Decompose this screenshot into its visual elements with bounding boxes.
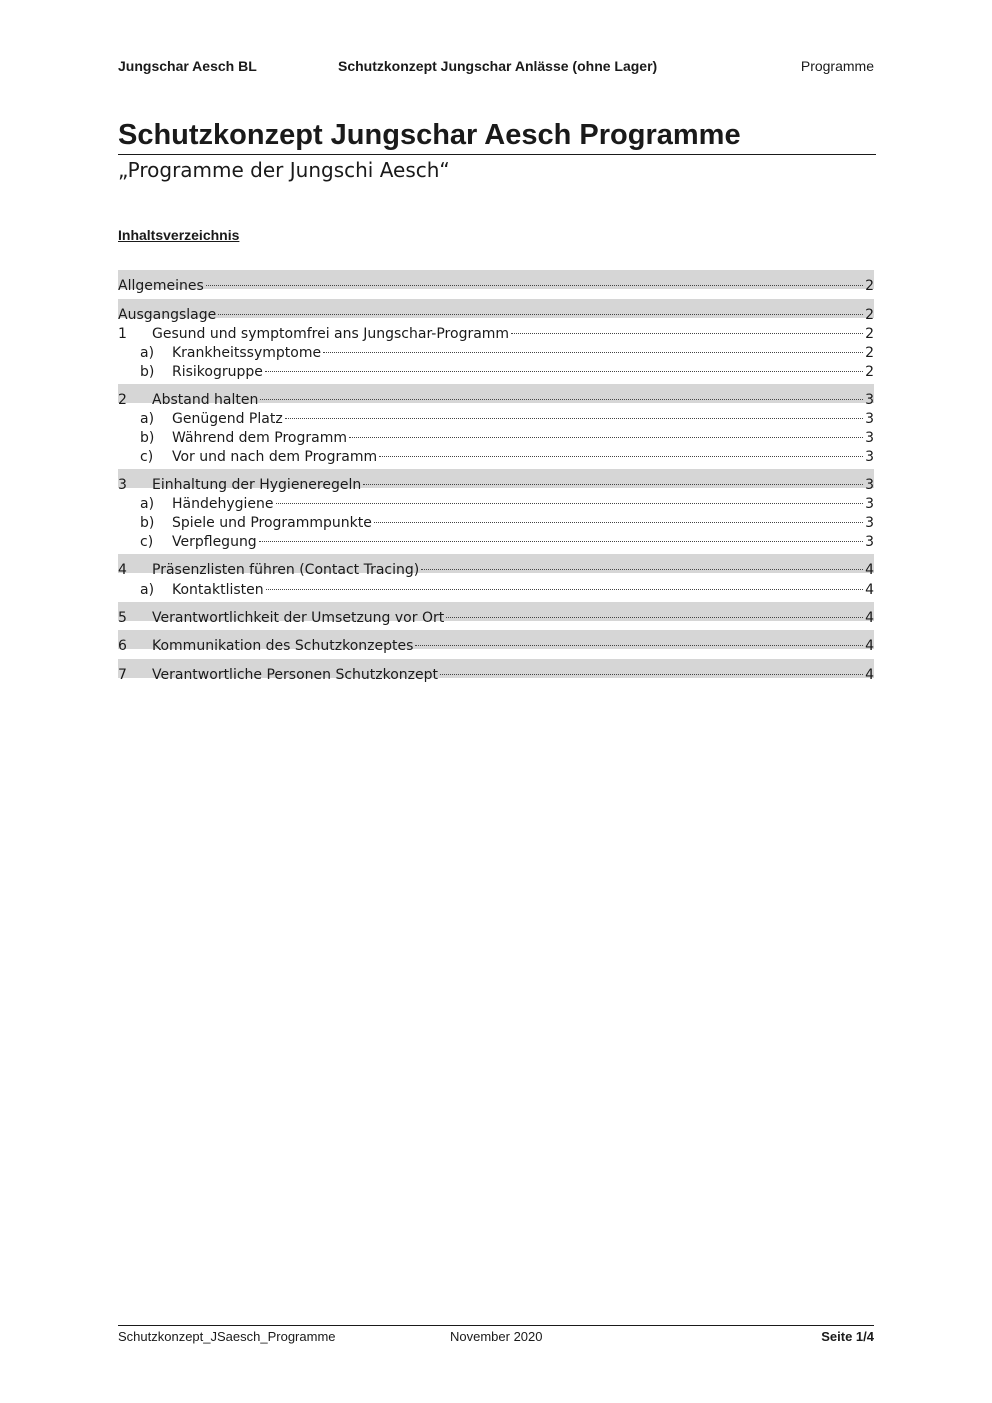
toc-entry-label: Risikogruppe	[172, 364, 263, 380]
toc-entry-label: Allgemeines	[118, 278, 204, 294]
toc-entry-number: a)	[140, 411, 155, 427]
toc-entry-label: Kommunikation des Schutzkonzeptes	[152, 638, 414, 654]
toc-entry-label: Krankheitssymptome	[172, 345, 322, 361]
toc-entry-page: 4	[865, 610, 874, 626]
toc-entry-label: Vor und nach dem Programm	[172, 449, 378, 465]
toc-subentry[interactable]	[118, 526, 874, 550]
header-org-name: Jungschar Aesch BL	[118, 58, 257, 74]
header-section: Programme	[800, 58, 874, 74]
toc-entry-page: 4	[865, 667, 874, 683]
toc-entry-label: Händehygiene	[172, 496, 274, 512]
toc-entry-number: b)	[140, 430, 155, 446]
toc-entry-page: 4	[865, 638, 874, 654]
toc-leader-dots	[265, 352, 863, 372]
toc-entry-page: 2	[865, 364, 874, 380]
toc-entry-number: c)	[140, 534, 154, 550]
toc-entry-number: 4	[118, 562, 127, 578]
toc-leader-dots	[511, 314, 863, 334]
toc-leader-dots	[421, 550, 863, 570]
toc-entry-number: c)	[140, 449, 154, 465]
toc-entry-number: 5	[118, 610, 127, 626]
toc-leader-dots	[379, 437, 863, 457]
toc-entry-page: 2	[865, 345, 874, 361]
toc-entry[interactable]	[118, 630, 874, 654]
toc-entry-page: 3	[865, 515, 874, 531]
toc-subentry[interactable]	[118, 356, 874, 380]
toc-entry-label: Gesund und symptomfrei ans Jungschar-Programm	[152, 326, 510, 342]
page-header	[118, 58, 874, 78]
toc-leader-dots	[415, 626, 863, 646]
toc-entry-number: 1	[118, 326, 127, 342]
header-document-title: Schutzkonzept Jungschar Anlässe (ohne Lager)	[338, 58, 658, 74]
toc-entry-page: 3	[865, 496, 874, 512]
toc-entry-page: 2	[865, 278, 874, 294]
toc-entry-label: Spiele und Programmpunkte	[172, 515, 372, 531]
toc-subentry[interactable]	[118, 574, 874, 598]
footer-page-number: Seite 1/4	[821, 1329, 874, 1344]
toc-entry-page: 3	[865, 392, 874, 408]
toc-entry-label: Verpflegung	[172, 534, 257, 550]
toc-entry-number: 6	[118, 638, 127, 654]
toc-entry[interactable]	[118, 270, 874, 294]
toc-leader-dots	[266, 570, 863, 590]
toc-entry-label: Verantwortlichkeit der Umsetzung vor Ort	[152, 610, 445, 626]
toc-entry-number: a)	[140, 496, 155, 512]
toc-leader-dots	[276, 484, 864, 504]
toc-leader-dots	[446, 598, 863, 618]
toc-heading: Inhaltsverzeichnis	[118, 227, 240, 243]
toc-entry-label: Einhaltung der Hygieneregeln	[152, 477, 362, 493]
toc-entry-page: 3	[865, 430, 874, 446]
document-title: Schutzkonzept Jungschar Aesch Programme	[118, 117, 876, 155]
toc-leader-dots	[218, 295, 863, 315]
toc-entry-label: Kontaktlisten	[172, 582, 264, 598]
toc-leader-dots	[285, 399, 863, 419]
page-footer	[118, 1325, 874, 1348]
toc-entry-page: 3	[865, 411, 874, 427]
toc-entry-number: a)	[140, 345, 155, 361]
toc-leader-dots	[374, 503, 863, 523]
toc-leader-dots	[349, 418, 863, 438]
toc-entry-number: b)	[140, 364, 155, 380]
toc-entry-page: 2	[865, 307, 874, 323]
document-subtitle: „Programme der Jungschi Aesch“	[118, 158, 450, 182]
toc-entry-number: b)	[140, 515, 155, 531]
toc-entry-label: Abstand halten	[152, 392, 259, 408]
toc-entry-label: Genügend Platz	[172, 411, 283, 427]
toc-entry[interactable]	[118, 659, 874, 683]
toc-entry-label: Präsenzlisten führen (Contact Tracing)	[152, 562, 420, 578]
toc-entry-page: 3	[865, 449, 874, 465]
toc-entry-page: 4	[865, 582, 874, 598]
toc-entry-number: 2	[118, 392, 127, 408]
toc-leader-dots	[259, 522, 863, 542]
footer-date: November 2020	[450, 1329, 543, 1344]
toc-entry-label: Ausgangslage	[118, 307, 217, 323]
toc-leader-dots	[260, 380, 863, 400]
toc-leader-dots	[440, 655, 863, 675]
toc-entry[interactable]	[118, 602, 874, 626]
toc-entry-page: 4	[865, 562, 874, 578]
toc-leader-dots	[206, 266, 863, 286]
toc-entry-number: a)	[140, 582, 155, 598]
toc-entry-page: 2	[865, 326, 874, 342]
toc-leader-dots	[363, 465, 863, 485]
toc-entry-label: Verantwortliche Personen Schutzkonzept	[152, 667, 439, 683]
toc-entry-label: Während dem Programm	[172, 430, 347, 446]
toc-subentry[interactable]	[118, 441, 874, 465]
footer-filename: Schutzkonzept_JSaesch_Programme	[118, 1329, 336, 1344]
toc-entry-page: 3	[865, 534, 874, 550]
toc-entry-number: 3	[118, 477, 127, 493]
toc-entry-number: 7	[118, 667, 127, 683]
toc-entry-page: 3	[865, 477, 874, 493]
toc-leader-dots	[323, 333, 863, 353]
